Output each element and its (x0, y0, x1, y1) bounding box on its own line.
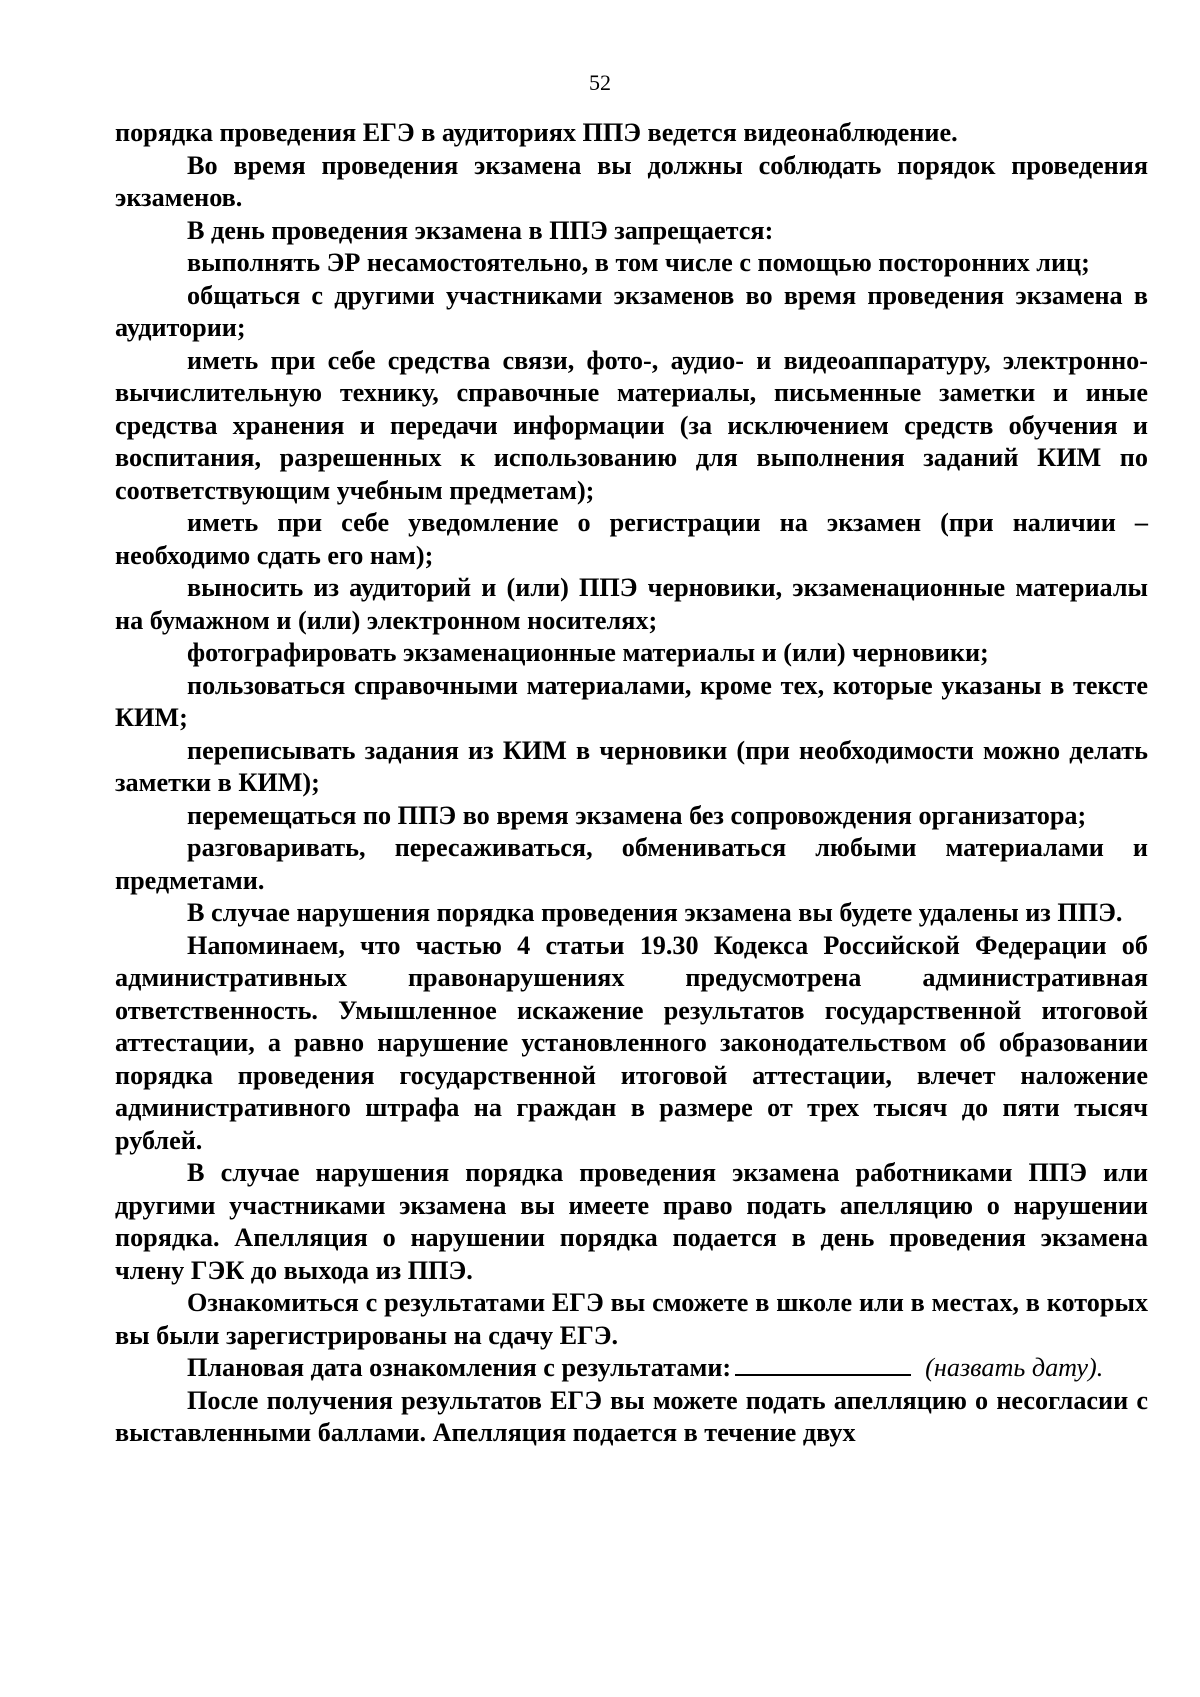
prohibited-item: разговаривать, пересаживаться, обмениваться любыми материалами и предметами. (115, 833, 1148, 895)
prohibited-item: иметь при себе средства связи, фото-, аудио- и видеоаппаратуру, электронно-вычислительную технику, справочные материалы, письменные заметки и иные средства хранения и передачи информации (за исключением средств обучения и воспитания, разрешенных к использованию для выполнения заданий КИМ по соответствующим учебным предметам); (115, 345, 1148, 505)
paragraph-appeal-scores: После получения результатов ЕГЭ вы можете подать апелляцию о несогласии с выставленными баллами. Апелляция подается в течение двух (115, 1385, 1148, 1447)
paragraph-planned-date (115, 1352, 1148, 1385)
prohibited-item: перемещаться по ППЭ во время экзамена без сопровождения организатора; (187, 800, 1087, 830)
paragraph-appeal-violation: В случае нарушения порядка проведения экзамена работниками ППЭ или другими участниками экзамена вы имеете право подать апелляцию о нарушении порядка. Апелляция о нарушении порядка подается в день проведения экзамена члену ГЭК до выхода из ППЭ. (115, 1158, 1148, 1285)
paragraph-removal-warning: В случае нарушения порядка проведения экзамена вы будете удалены из ППЭ. (187, 898, 1123, 927)
planned-date-note: (назвать дату). (925, 1353, 1104, 1382)
paragraph-continuation: порядка проведения ЕГЭ в аудиториях ППЭ ведется видеонаблюдение. (115, 118, 958, 147)
prohibited-item: пользоваться справочными материалами, кроме тех, которые указаны в тексте КИМ; (115, 670, 1148, 732)
prohibited-item: выносить из аудиторий и (или) ППЭ черновики, экзаменационные материалы на бумажном и (или) электронном носителях; (115, 573, 1148, 635)
page-number: 52 (589, 70, 611, 95)
paragraph-results-location: Ознакомиться с результатами ЕГЭ вы сможете в школе или в местах, в которых вы были зарегистрированы на сдачу ЕГЭ. (115, 1288, 1148, 1350)
prohibited-item: иметь при себе уведомление о регистрации на экзамен (при наличии – необходимо сдать его нам); (115, 508, 1148, 570)
paragraph-administrative-liability: Напоминаем, что частью 4 статьи 19.30 Кодекса Российской Федерации об административных правонарушениях предусмотрена административная ответственность. Умышленное искажение результатов государственной итоговой аттестации, а равно нарушение установленного законодательством об образовании порядка проведения государственной итоговой аттестации, влечет наложение административного штрафа на граждан в размере от трех тысяч до пяти тысяч рублей. (115, 930, 1148, 1155)
prohibited-item: переписывать задания из КИМ в черновики (при необходимости можно делать заметки в КИМ); (115, 735, 1148, 797)
paragraph-exam-order: Во время проведения экзамена вы должны соблюдать порядок проведения экзаменов. (115, 150, 1148, 212)
planned-date-label: Плановая дата ознакомления с результатами: (187, 1353, 732, 1382)
document-body (115, 117, 1148, 1450)
planned-date-blank (735, 1352, 911, 1376)
paragraph-prohibited-intro: В день проведения экзамена в ППЭ запрещается: (187, 215, 774, 245)
prohibited-item: выполнять ЭР несамостоятельно, в том числе с помощью посторонних лиц; (187, 248, 1090, 277)
prohibited-item: фотографировать экзаменационные материалы и (или) черновики; (187, 638, 989, 667)
prohibited-item: общаться с другими участниками экзаменов во время проведения экзамена в аудитории; (115, 280, 1148, 342)
